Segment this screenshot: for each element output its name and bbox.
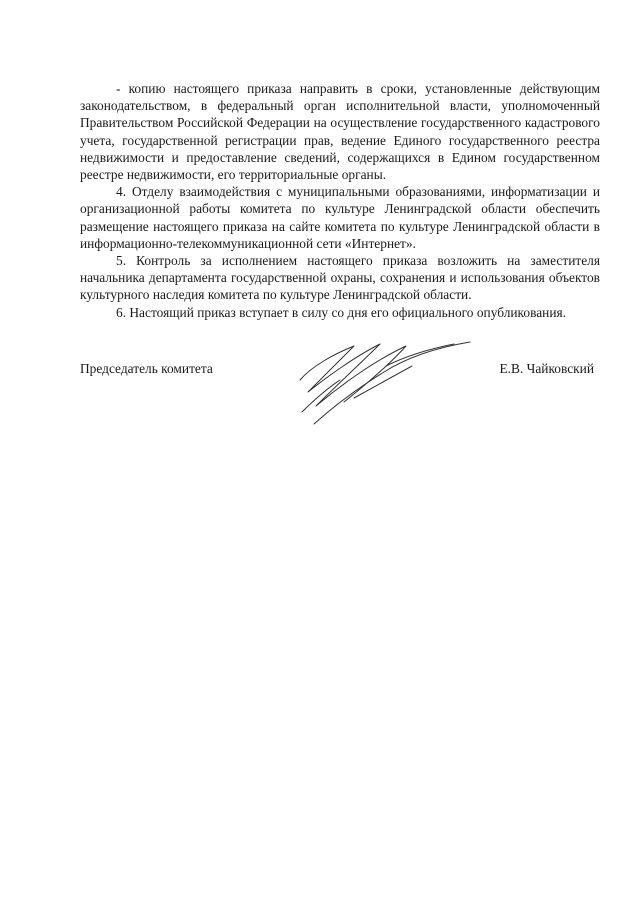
signer-name: Е.В. Чайковский: [499, 361, 594, 376]
handwritten-signature: [294, 336, 484, 426]
paragraph-copy-direction: - копию настоящего приказа направить в сроки, установленные действующим законодательством, в федеральный орган исполнительной власти, уполномоченный Правительством Российской Федерации на осуществление государственного кадастрового учета, государственной регистрации прав, ведение Единого государственного реестра недвижимости и предоставление сведений, содержащихся в Едином государственном реестре недвижимости, его территориальные органы.: [80, 81, 600, 183]
document-body: [80, 80, 600, 321]
signer-position: Председатель комитета: [80, 361, 213, 376]
paragraph-item-5: 5. Контроль за исполнением настоящего приказа возложить на заместителя начальника департамента государственной охраны, сохранения и использования объектов культурного наследия комитета по культуре Ленинградской области.: [80, 253, 600, 303]
paragraph-item-6: 6. Настоящий приказ вступает в силу со дня его официального опубликования.: [116, 304, 566, 320]
signature-block: [80, 358, 600, 438]
paragraph-item-4: 4. Отделу взаимодействия с муниципальными образованиями, информатизации и организационной работы комитета по культуре Ленинградской области обеспечить размещение настоящего приказа на сайте комитета по культуре Ленинградской области в информационно-телекоммуникационной сети «Интернет».: [80, 184, 600, 251]
